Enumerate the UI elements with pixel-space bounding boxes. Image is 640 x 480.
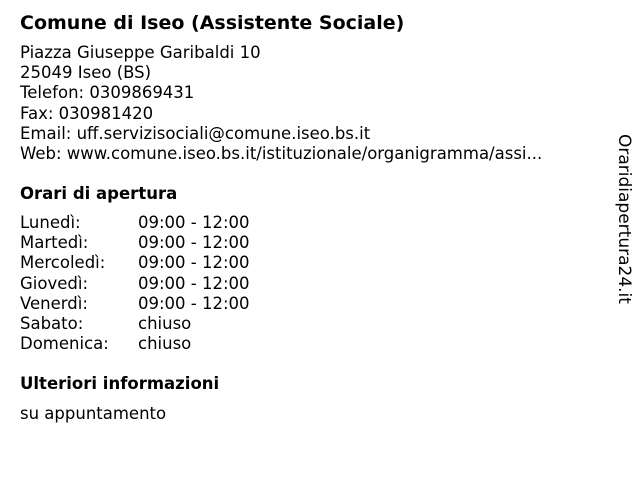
web-line: Web: www.comune.iseo.bs.it/istituzionale/organigramma/assi... [20,143,543,163]
city-line: 25049 Iseo (BS) [20,63,152,83]
phone-line: Telefon: 0309869431 [20,83,195,103]
time-value: chiuso [138,313,192,333]
opening-hours-heading: Orari di apertura [20,184,178,203]
fax-line: Fax: 030981420 [20,103,154,123]
time-value: 09:00 - 12:00 [138,253,250,273]
additional-info-heading: Ulteriori informazioni [20,374,220,393]
time-value: 09:00 - 12:00 [138,213,250,232]
time-value: chiuso [138,334,192,354]
contact-block [20,43,542,164]
day-label: Venerdì: [20,293,88,313]
time-value: 09:00 - 12:00 [138,273,250,293]
time-value: 09:00 - 12:00 [138,293,250,313]
time-value: 09:00 - 12:00 [138,233,250,253]
additional-info-text: su appuntamento [20,404,167,423]
day-label: Sabato: [20,313,84,333]
day-label: Lunedì: [20,213,81,232]
day-label: Mercoledì: [20,253,106,273]
email-line: Email: uff.servizisociali@comune.iseo.bs.it [20,123,371,143]
street-address: Piazza Giuseppe Garibaldi 10 [20,43,261,62]
day-label: Giovedì: [20,273,88,293]
day-label: Martedì: [20,233,89,253]
site-brand-vertical: Oraridiapertura24.it [614,134,634,304]
day-label: Domenica: [20,334,109,354]
page-title: Comune di Iseo (Assistente Sociale) [20,12,405,34]
